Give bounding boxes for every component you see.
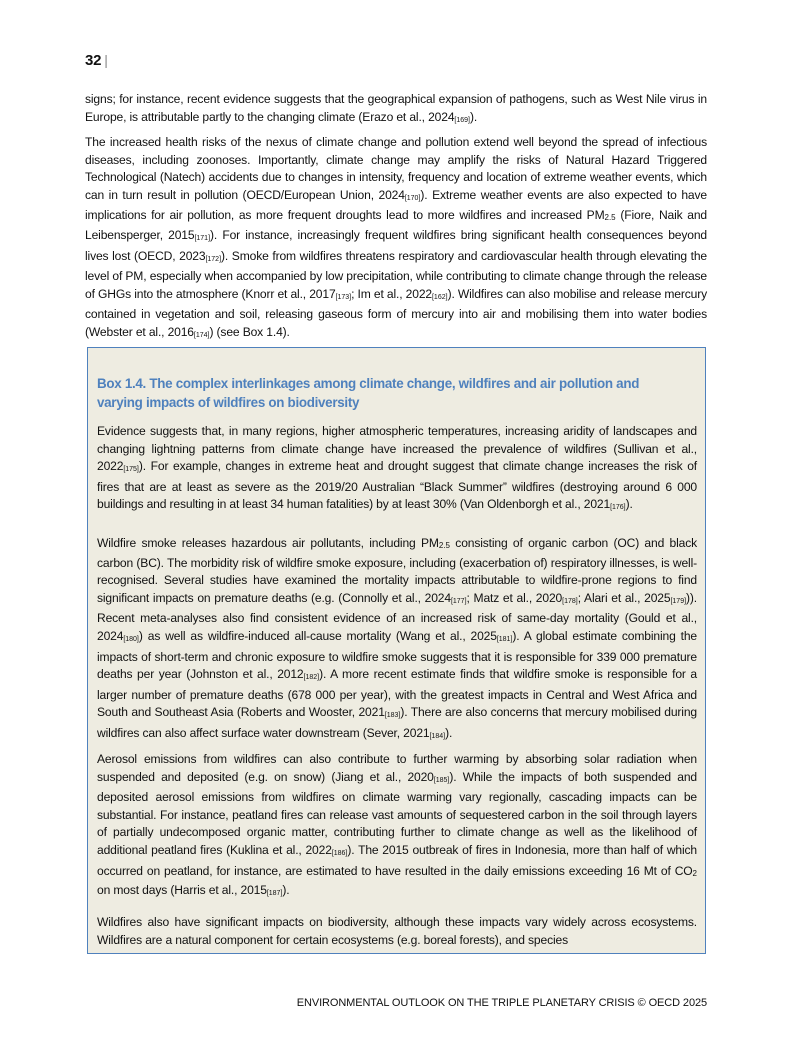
co2-subscript: 2 (692, 868, 697, 878)
reference-link[interactable]: [179] (670, 597, 687, 605)
reference-link[interactable]: [186] (331, 849, 348, 857)
reference-link[interactable]: [176] (610, 504, 626, 512)
page-number-separator: | (104, 52, 108, 68)
box-paragraph-4: Wildfires also have significant impacts on biodiversity, although these impacts vary widely across ecosystems. Wildfires are a natural component for certain ecosystems (e.g. boreal forests), and species (97, 915, 697, 947)
page-header (85, 52, 108, 69)
reference-link[interactable]: [182] (303, 674, 320, 682)
page-number: 32 (85, 52, 102, 69)
reference-link[interactable]: [170] (404, 194, 421, 202)
reference-link[interactable]: [175] (123, 466, 139, 474)
reference-link[interactable]: [180] (123, 635, 139, 643)
pm-subscript: 2.5 (604, 213, 616, 223)
reference-link[interactable]: [174] (193, 331, 210, 339)
reference-link[interactable]: [177] (450, 597, 467, 605)
box-1-4 (87, 347, 706, 954)
reference-link[interactable]: [183] (384, 712, 401, 720)
reference-link[interactable]: [178] (562, 597, 578, 605)
reference-link[interactable]: [171] (194, 234, 211, 242)
reference-link[interactable]: [172] (205, 255, 222, 263)
reference-link[interactable]: [187] (266, 890, 283, 898)
reference-link[interactable]: [185] (433, 776, 450, 784)
box-paragraph-3: Aerosol emissions from wildfires can also contribute to further warming by absorbing solar radiation when suspended and deposited (e.g. on snow) (Jiang et al., $2020_{[185]}$). While the impacts of both suspended and deposited aerosol emissions from wildfires on climate warming vary regionally, cascading impacts can be substantial. For instance, peatland fires can release vast amounts of sequestered carbon in the soil through layers of partially undecomposed organic matter, contributing further to climate change as well as the likelihood of additional peatland fires (Kuklina et al., $2022_{[186]}$). The 2015 outbreak of fires in Indonesia, more than half of which occurred on peatland, for instance, are estimated to have resulted in the daily emissions exceeding 16 Mt of $CO_2$ on most days (Harris et al., $2015_{[187]}$). (97, 752, 698, 898)
reference-link[interactable]: [169] (454, 116, 470, 124)
page-footer: ENVIRONMENTAL OUTLOOK ON THE TRIPLE PLANETARY CRISIS © OECD 2025 (296, 997, 707, 1009)
box-paragraph-1: Evidence suggests that, in many regions, higher atmospheric temperatures, increasing aridity of landscapes and changing lightning patterns from climate change have increased the prevalence of wildfires (Sullivan et al., $2022_{[175]}$). For example, changes in extreme heat and drought suggest that climate change increases the risk of fires that are at least as severe as the 2019/20 Australian “Black Summer” wildfires (destroying around 6 000 buildings and resulting in at least 34 human fatalities) by at least 30% (Van Oldenborgh et al., $2021_{[176]}$). (97, 424, 697, 512)
box-title: Box 1.4. The complex interlinkages among climate change, wildfires and air pollution and varying impacts of wildfires on biodiversity (97, 376, 640, 410)
reference-link[interactable]: [184] (429, 732, 446, 740)
pm-subscript: 2.5 (438, 541, 450, 550)
box-paragraph-2: Wildfire smoke releases hazardous air pollutants, including $PM_{2.5}$ consisting of organic carbon (OC) and black carbon (BC). The morbidity risk of wildfire smoke exposure, including (exacerbation of) respiratory illnesses, is well-recognised. Several studies have examined the mortality impacts attributable to wildfire-prone regions to find significant impacts on premature deaths (e.g. (Connolly et al., $2024_{[177]}$; Matz et al., $2020_{[178]}$; Alari et al., $2025_{[179]}$)). Recent meta-analyses also find consistent evidence of an increased risk of same-day mortality (Gould et al., $2024_{[180]}$) as well as wildfire-induced all-cause mortality (Wang et al., $2025_{[181]}$). A global estimate combining the impacts of short-term and chronic exposure to wildfire smoke suggests that it is responsible for 339 000 premature deaths per year (Johnston et al., $2012_{[182]}$). A more recent estimate finds that wildfire smoke is responsible for a larger number of premature deaths (678 000 per year), with the greatest impacts in Central and West Africa and South and Southeast Asia (Roberts and Wooster, $2021_{[183]}$). There are also concerns that mercury mobilised during wildfires can also affect surface water downstream (Sever, $2021_{[184]}$). (97, 536, 698, 740)
reference-link[interactable]: [162] (431, 293, 448, 301)
body-paragraph-1: signs; for instance, recent evidence suggests that the geographical expansion of pathogens, such as West Nile virus in Europe, is attributable partly to the changing climate (Erazo et al., $2024_{[169]}$). (85, 92, 707, 124)
body-paragraph-2: The increased health risks of the nexus of climate change and pollution extend well beyond the spread of infectious diseases, including zoonoses. Importantly, climate change may amplify the risks of Natural Hazard Triggered Technological (Natech) accidents due to changes in intensity, frequency and location of extreme weather events, which can in turn result in pollution (OECD/European Union, $2024_{[170]}$). Extreme weather events are also expected to have implications for air pollution, as more frequent droughts lead to more wildfires and increased $PM_{2.5}$ (Fiore, Naik and Leibensperger, $2015_{[171]}$). For instance, increasingly frequent wildfires bring significant health consequences beyond lives lost (OECD, $2023_{[172]}$). Smoke from wildfires threatens respiratory and cardiovascular health through elevating the level of PM, especially when accompanied by low precipitation, while contributing to climate change through the release of GHGs into the atmosphere (Knorr et al., $2017_{[173]}$; Im et al., $2022_{[162]}$). Wildfires can also mobilise and release mercury contained in vegetation and soil, releasing gaseous form of mercury into air and mobilising them into water bodies (Webster et al., $2016_{[174]}$) (see Box 1.4). (85, 135, 708, 339)
reference-link[interactable]: [181] (496, 635, 513, 643)
reference-link[interactable]: [173] (335, 293, 352, 301)
